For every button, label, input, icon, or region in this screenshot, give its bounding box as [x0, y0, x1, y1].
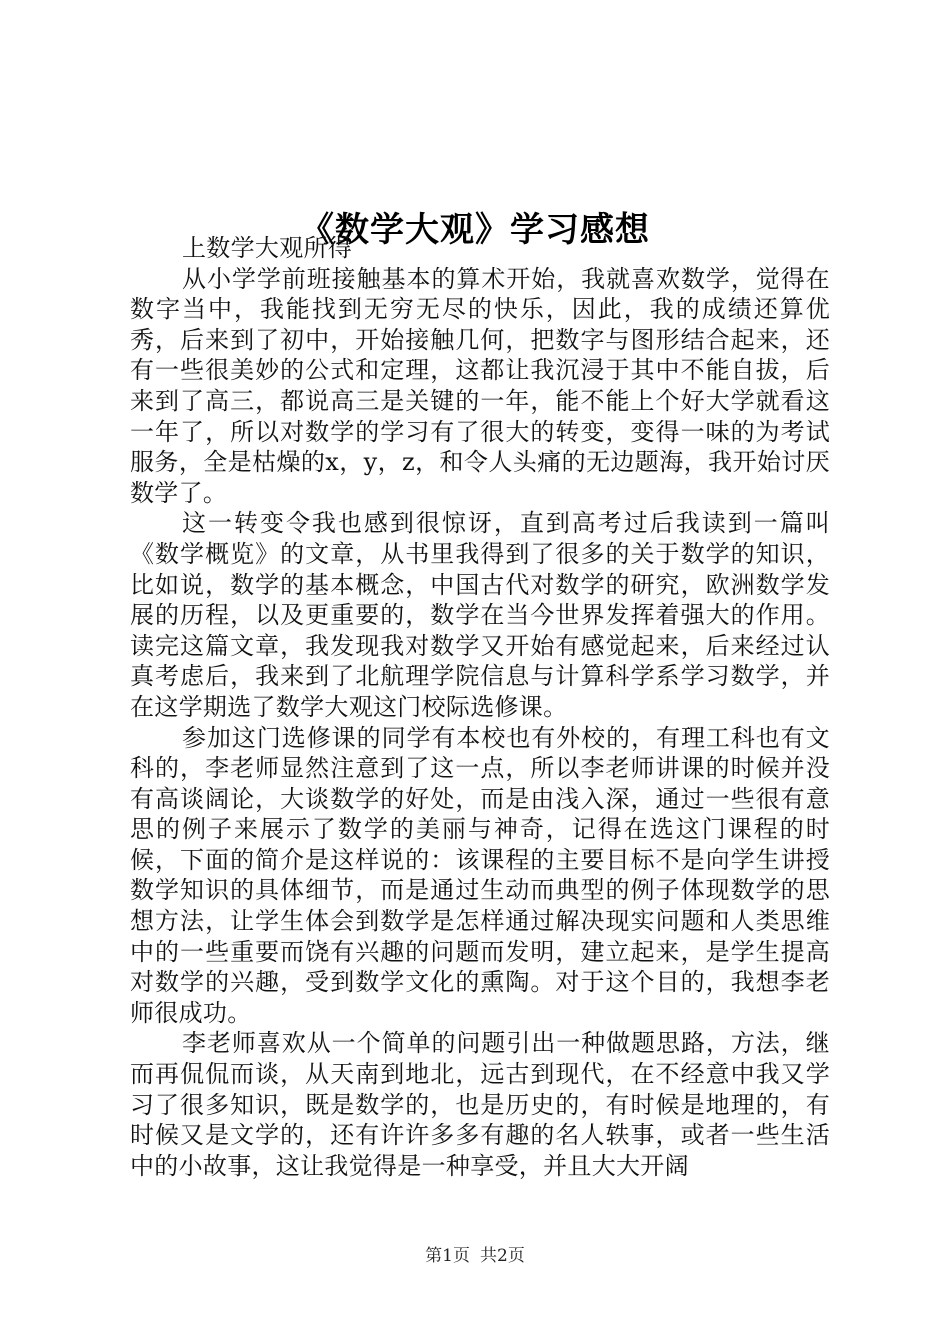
document-body	[130, 233, 830, 1181]
paragraph: 李老师喜欢从一个简单的问题引出一种做题思路，方法，继而再侃侃而谈，从天南到地北，远古到现代，在不经意中我又学习了很多知识，既是数学的，也是历史的，有时候是地理的，有时候又是文学的，还有许许多多有趣的名人轶事，或者一些生活中的小故事，这让我觉得是一种享受，并且大大开阔	[130, 1029, 830, 1180]
paragraph: 从小学学前班接触基本的算术开始，我就喜欢数学，觉得在数字当中，我能找到无穷无尽的快乐，因此，我的成绩还算优秀，后来到了初中，开始接触几何，把数字与图形结合起来，还有一些很美妙的公式和定理，这都让我沉浸于其中不能自拔，后来到了高三，都说高三是关键的一年，能不能上个好大学就看这一年了，所以对数学的学习有了很大的转变，变得一味的为考试服务，全是枯燥的x，y，z，和令人头痛的无边题海，我开始讨厌数学了。	[130, 264, 830, 507]
page-footer	[0, 1245, 950, 1267]
document-title: 《数学大观》学习感想	[300, 209, 650, 250]
paragraph: 参加这门选修课的同学有本校也有外校的，有理工科也有文科的，李老师显然注意到了这一点，所以李老师讲课的时候并没有高谈阔论，大谈数学的好处，而是由浅入深，通过一些很有意思的例子来展示了数学的美丽与神奇，记得在选这门课程的时候，下面的简介是这样说的：该课程的主要目标不是向学生讲授数学知识的具体细节，而是通过生动而典型的例子体现数学的思想方法，让学生体会到数学是怎样通过解决现实问题和人类思维中的一些重要而饶有兴趣的问题而发明，建立起来，是学生提高对数学的兴趣，受到数学文化的熏陶。对于这个目的，我想李老师很成功。	[130, 723, 830, 1027]
paragraph: 这一转变令我也感到很惊讶，直到高考过后我读到一篇叫《数学概览》的文章，从书里我得到了很多的关于数学的知识，比如说，数学的基本概念，中国古代对数学的研究，欧洲数学发展的历程，以及更重要的，数学在当今世界发挥着强大的作用。读完这篇文章，我发现我对数学又开始有感觉起来，后来经过认真考虑后，我来到了北航理学院信息与计算科学系学习数学，并在这学期选了数学大观这门校际选修课。	[130, 509, 830, 721]
page-total: 共2页	[480, 1246, 525, 1266]
page-number: 第1页	[425, 1246, 470, 1266]
paragraph-subtitle: 上数学大观所得	[182, 234, 353, 262]
